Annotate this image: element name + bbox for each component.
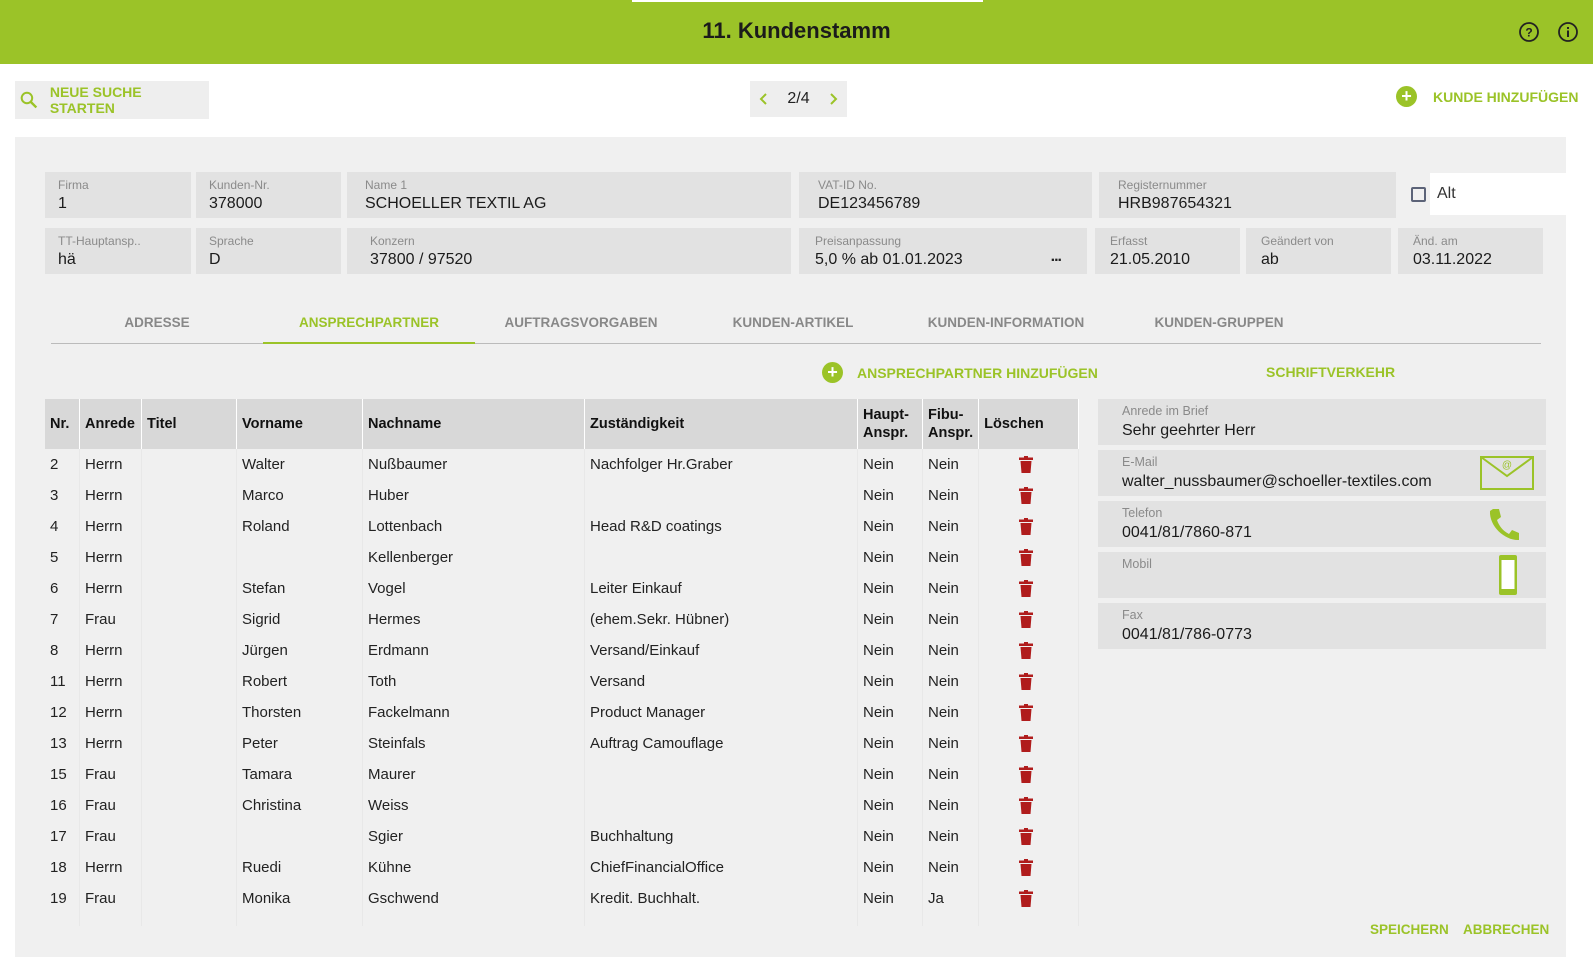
save-button[interactable]: SPEICHERN	[1370, 922, 1449, 937]
col-nachname[interactable]: Nachname	[363, 399, 585, 449]
table-cell: Nein	[923, 449, 979, 480]
table-cell	[142, 790, 237, 821]
table-cell: Tamara	[237, 759, 363, 790]
table-row[interactable]	[45, 542, 1079, 573]
table-cell: ChiefFinancialOffice	[585, 852, 858, 883]
table-cell: Nein	[923, 759, 979, 790]
table-cell: Nachfolger Hr.Graber	[585, 449, 858, 480]
trash-icon[interactable]	[1019, 859, 1033, 876]
svg-text:?: ?	[1525, 25, 1533, 40]
col-nr[interactable]: Nr.	[45, 399, 80, 449]
alt-label: Alt	[1437, 185, 1456, 202]
table-cell	[142, 697, 237, 728]
table-cell: Nein	[858, 511, 923, 542]
table-row[interactable]	[45, 635, 1079, 666]
table-cell: Peter	[237, 728, 363, 759]
tab-kunden-artikel[interactable]: KUNDEN-ARTIKEL	[687, 306, 899, 344]
cancel-button[interactable]: ABBRECHEN	[1463, 922, 1550, 937]
kunden-nr-value: 378000	[209, 195, 263, 212]
delete-cell	[979, 666, 1079, 697]
anrede-brief-value: Sehr geehrter Herr	[1122, 422, 1256, 439]
aend-am-value: 03.11.2022	[1413, 251, 1492, 268]
table-cell: Nein	[923, 635, 979, 666]
svg-text:@: @	[1501, 460, 1513, 471]
col-zustaendigkeit[interactable]: Zuständigkeit	[585, 399, 858, 449]
contacts-table-body	[45, 449, 1079, 926]
col-haupt-anspr[interactable]: Haupt- Anspr.	[858, 399, 923, 449]
table-cell	[142, 883, 237, 914]
table-cell: 2	[45, 449, 80, 480]
table-cell: Ruedi	[237, 852, 363, 883]
table-row[interactable]	[45, 883, 1079, 914]
table-row[interactable]	[45, 604, 1079, 635]
table-cell: Roland	[237, 511, 363, 542]
table-cell	[363, 914, 585, 926]
table-cell: Fackelmann	[363, 697, 585, 728]
aend-am-field[interactable]	[1398, 228, 1543, 274]
table-cell: Maurer	[363, 759, 585, 790]
firma-label: Firma	[58, 178, 89, 192]
table-cell: Kühne	[363, 852, 585, 883]
table-cell	[142, 511, 237, 542]
table-cell: Vogel	[363, 573, 585, 604]
table-cell	[142, 604, 237, 635]
table-cell: Nußbaumer	[363, 449, 585, 480]
table-cell: Head R&D coatings	[585, 511, 858, 542]
table-cell: Frau	[80, 790, 142, 821]
tab-adresse[interactable]: ADRESSE	[51, 306, 263, 344]
table-cell: Nein	[923, 511, 979, 542]
geaendert-von-value: ab	[1261, 251, 1279, 268]
table-cell	[585, 790, 858, 821]
new-search-label: NEUE SUCHE STARTEN	[49, 84, 142, 116]
table-cell: Versand	[585, 666, 858, 697]
table-cell: 5	[45, 542, 80, 573]
table-cell	[237, 914, 363, 926]
table-cell: Lottenbach	[363, 511, 585, 542]
konzern-field[interactable]	[347, 228, 791, 274]
table-cell	[80, 914, 142, 926]
table-cell: 17	[45, 821, 80, 852]
table-cell: Ja	[923, 883, 979, 914]
table-cell	[142, 542, 237, 573]
table-cell	[585, 914, 858, 926]
delete-cell	[979, 635, 1079, 666]
table-cell: Buchhaltung	[585, 821, 858, 852]
table-cell: Nein	[858, 759, 923, 790]
telefon-label: Telefon	[1122, 506, 1163, 520]
phone-icon[interactable]	[1486, 507, 1520, 543]
plus-circle-icon: +	[1396, 86, 1417, 107]
trash-icon[interactable]	[1019, 518, 1033, 535]
sprache-label: Sprache	[209, 234, 254, 248]
table-cell: Nein	[923, 666, 979, 697]
table-cell: Sigrid	[237, 604, 363, 635]
table-cell: Sgier	[363, 821, 585, 852]
info-icon[interactable]	[1558, 22, 1578, 42]
kunden-nr-field[interactable]	[196, 172, 341, 218]
table-cell: Kredit. Buchhalt.	[585, 883, 858, 914]
table-row[interactable]	[45, 511, 1079, 542]
table-cell	[142, 573, 237, 604]
table-cell: Herrn	[80, 480, 142, 511]
table-cell	[585, 480, 858, 511]
mobile-phone-icon[interactable]	[1498, 554, 1518, 596]
sprache-field[interactable]	[196, 228, 341, 274]
tab-kunden-gruppen[interactable]: KUNDEN-GRUPPEN	[1113, 306, 1325, 344]
delete-cell	[979, 480, 1079, 511]
table-cell: Herrn	[80, 542, 142, 573]
delete-cell	[979, 511, 1079, 542]
email-field[interactable]	[1098, 450, 1546, 496]
table-row[interactable]	[45, 666, 1079, 697]
registernummer-label: Registernummer	[1118, 178, 1207, 192]
table-cell: Nein	[858, 480, 923, 511]
tt-hauptansp-value: hä	[58, 251, 76, 268]
trash-icon[interactable]	[1019, 549, 1033, 566]
table-row[interactable]	[45, 449, 1079, 480]
table-cell: Nein	[923, 604, 979, 635]
table-cell	[142, 635, 237, 666]
table-cell: 4	[45, 511, 80, 542]
table-cell	[142, 666, 237, 697]
telefon-value: 0041/81/7860-871	[1122, 524, 1252, 541]
alt-checkbox-container[interactable]	[1430, 173, 1566, 215]
table-cell: Nein	[858, 852, 923, 883]
delete-cell	[979, 759, 1079, 790]
delete-cell	[979, 790, 1079, 821]
trash-icon[interactable]	[1019, 456, 1033, 473]
table-cell: Herrn	[80, 728, 142, 759]
tab-ansprechpartner[interactable]: ANSPRECHPARTNER	[263, 306, 475, 344]
table-cell	[142, 759, 237, 790]
table-cell: Weiss	[363, 790, 585, 821]
table-cell	[142, 821, 237, 852]
table-cell: Nein	[858, 542, 923, 573]
table-cell: Nein	[858, 666, 923, 697]
delete-cell	[979, 604, 1079, 635]
table-cell	[142, 449, 237, 480]
page-title: 11. Kundenstamm	[702, 18, 891, 43]
konzern-value: 37800 / 97520	[370, 251, 473, 268]
delete-cell	[979, 542, 1079, 573]
konzern-label: Konzern	[370, 234, 415, 248]
envelope-icon[interactable]	[1480, 456, 1534, 490]
trash-icon[interactable]	[1019, 487, 1033, 504]
table-cell: Product Manager	[585, 697, 858, 728]
table-row-empty	[45, 914, 1079, 926]
vat-id-field[interactable]	[799, 172, 1092, 218]
registernummer-value: HRB987654321	[1118, 195, 1232, 212]
anrede-brief-label: Anrede im Brief	[1122, 404, 1209, 418]
table-cell: Nein	[858, 604, 923, 635]
table-cell	[237, 542, 363, 573]
table-cell: Auftrag Camouflage	[585, 728, 858, 759]
table-cell: Nein	[923, 852, 979, 883]
trash-icon[interactable]	[1019, 735, 1033, 752]
tab-auftragsvorgaben[interactable]: AUFTRAGSVORGABEN	[475, 306, 687, 344]
preisanpassung-field[interactable]	[799, 228, 1087, 274]
table-cell: 15	[45, 759, 80, 790]
table-cell: Kellenberger	[363, 542, 585, 573]
table-cell: 13	[45, 728, 80, 759]
telefon-field[interactable]	[1098, 501, 1546, 547]
table-cell: Nein	[923, 542, 979, 573]
search-icon	[20, 91, 38, 109]
table-cell: Marco	[237, 480, 363, 511]
table-cell: Nein	[923, 821, 979, 852]
table-cell: Herrn	[80, 573, 142, 604]
erfasst-value: 21.05.2010	[1110, 251, 1191, 268]
aend-am-label: Änd. am	[1413, 234, 1458, 248]
vat-id-label: VAT-ID No.	[818, 178, 877, 192]
table-cell	[585, 759, 858, 790]
kunden-nr-label: Kunden-Nr.	[209, 178, 270, 192]
mobil-label: Mobil	[1122, 557, 1152, 571]
table-cell: 6	[45, 573, 80, 604]
table-row[interactable]	[45, 728, 1079, 759]
trash-icon[interactable]	[1019, 704, 1033, 721]
record-pager	[750, 81, 847, 117]
table-row[interactable]	[45, 852, 1079, 883]
table-cell: (ehem.Sekr. Hübner)	[585, 604, 858, 635]
help-icon[interactable]	[1519, 22, 1539, 42]
table-cell: Nein	[923, 728, 979, 759]
col-loeschen[interactable]: Löschen	[979, 399, 1079, 449]
table-cell: Herrn	[80, 697, 142, 728]
alt-checkbox[interactable]	[1411, 187, 1426, 202]
tt-hauptansp-label: TT-Hauptansp..	[58, 234, 141, 248]
mobil-field[interactable]	[1098, 552, 1546, 598]
tt-hauptansp-field[interactable]	[45, 228, 191, 274]
table-header-row	[45, 399, 1079, 449]
add-contact-label: ANSPRECHPARTNER HINZUFÜGEN	[857, 364, 1098, 381]
vat-id-value: DE123456789	[818, 195, 921, 212]
firma-value: 1	[58, 195, 67, 212]
trash-icon[interactable]	[1019, 673, 1033, 690]
fax-value: 0041/81/786-0773	[1122, 626, 1252, 643]
erfasst-field[interactable]	[1095, 228, 1240, 274]
delete-cell	[979, 728, 1079, 759]
delete-cell	[979, 697, 1079, 728]
table-cell: Jürgen	[237, 635, 363, 666]
table-cell: Herrn	[80, 511, 142, 542]
trash-icon[interactable]	[1019, 642, 1033, 659]
table-cell: Frau	[80, 604, 142, 635]
trash-icon[interactable]	[1019, 828, 1033, 845]
fax-label: Fax	[1122, 608, 1143, 622]
table-cell: Herrn	[80, 666, 142, 697]
table-cell: Nein	[858, 883, 923, 914]
table-cell: Frau	[80, 883, 142, 914]
table-cell: Frau	[80, 759, 142, 790]
table-cell	[142, 480, 237, 511]
chevron-left-icon[interactable]	[758, 92, 770, 106]
preisanpassung-value: 5,0 % ab 01.01.2023	[815, 251, 963, 268]
name1-label: Name 1	[365, 178, 408, 192]
table-cell: Christina	[237, 790, 363, 821]
table-cell: Stefan	[237, 573, 363, 604]
more-options-icon[interactable]: ...	[1050, 248, 1061, 265]
table-cell: 3	[45, 480, 80, 511]
col-fibu-anspr[interactable]: Fibu- Anspr.	[923, 399, 979, 449]
table-cell: 18	[45, 852, 80, 883]
table-cell: Nein	[858, 697, 923, 728]
table-cell: Herrn	[80, 852, 142, 883]
table-cell: Leiter Einkauf	[585, 573, 858, 604]
table-row[interactable]	[45, 821, 1079, 852]
col-vorname[interactable]: Vorname	[237, 399, 363, 449]
table-cell: Nein	[858, 728, 923, 759]
table-cell: Nein	[923, 480, 979, 511]
sprache-value: D	[209, 251, 221, 268]
table-cell: 19	[45, 883, 80, 914]
table-cell: Hermes	[363, 604, 585, 635]
preisanpassung-label: Preisanpassung	[815, 234, 902, 248]
plus-circle-icon: +	[822, 362, 843, 383]
trash-icon[interactable]	[1019, 766, 1033, 783]
table-cell: 16	[45, 790, 80, 821]
pager-position: 2/4	[787, 90, 810, 107]
table-cell: Huber	[363, 480, 585, 511]
add-contact-button[interactable]	[822, 362, 1098, 383]
table-cell: 12	[45, 697, 80, 728]
delete-cell	[979, 573, 1079, 604]
table-cell: Robert	[237, 666, 363, 697]
delete-cell	[979, 852, 1079, 883]
table-row[interactable]	[45, 573, 1079, 604]
table-row[interactable]	[45, 790, 1079, 821]
table-cell: Nein	[858, 821, 923, 852]
col-titel[interactable]: Titel	[142, 399, 237, 449]
table-cell	[979, 914, 1079, 926]
table-cell	[858, 914, 923, 926]
table-cell: Nein	[858, 573, 923, 604]
table-cell	[142, 728, 237, 759]
table-cell: 7	[45, 604, 80, 635]
tab-kunden-information[interactable]: KUNDEN-INFORMATION	[899, 306, 1113, 344]
anrede-brief-field[interactable]	[1098, 399, 1546, 445]
table-row[interactable]	[45, 759, 1079, 790]
chevron-right-icon[interactable]	[827, 92, 839, 106]
tab-bar	[51, 306, 1541, 344]
table-cell: Nein	[858, 790, 923, 821]
new-search-button[interactable]	[15, 81, 209, 119]
table-cell: Nein	[923, 790, 979, 821]
firma-field[interactable]	[45, 172, 191, 218]
table-cell: Erdmann	[363, 635, 585, 666]
table-cell: Gschwend	[363, 883, 585, 914]
email-value: walter_nussbaumer@schoeller-textiles.com	[1122, 473, 1432, 490]
contacts-table	[45, 399, 1079, 926]
table-cell: Toth	[363, 666, 585, 697]
erfasst-label: Erfasst	[1110, 234, 1148, 248]
table-cell: Steinfals	[363, 728, 585, 759]
table-cell	[45, 914, 80, 926]
tab-empty-slot	[1325, 306, 1541, 344]
table-cell: 11	[45, 666, 80, 697]
table-cell: Thorsten	[237, 697, 363, 728]
table-cell	[585, 542, 858, 573]
schriftverkehr-heading: SCHRIFTVERKEHR	[1266, 364, 1396, 380]
trash-icon[interactable]	[1019, 580, 1033, 597]
table-cell: Herrn	[80, 449, 142, 480]
table-cell: Herrn	[80, 635, 142, 666]
email-label: E-Mail	[1122, 455, 1158, 469]
name1-value: SCHOELLER TEXTIL AG	[365, 195, 547, 212]
delete-cell	[979, 821, 1079, 852]
table-cell: Nein	[858, 635, 923, 666]
geaendert-von-field[interactable]	[1246, 228, 1391, 274]
table-cell	[237, 821, 363, 852]
fax-field[interactable]	[1098, 603, 1546, 649]
add-customer-button[interactable]	[1396, 86, 1578, 107]
table-row[interactable]	[45, 697, 1079, 728]
table-cell	[142, 914, 237, 926]
geaendert-von-label: Geändert von	[1261, 234, 1334, 248]
table-row[interactable]	[45, 480, 1079, 511]
header-tab-indicator	[632, 0, 983, 2]
trash-icon[interactable]	[1019, 611, 1033, 628]
delete-cell	[979, 883, 1079, 914]
table-cell: Frau	[80, 821, 142, 852]
table-cell: Nein	[923, 697, 979, 728]
delete-cell	[979, 449, 1079, 480]
trash-icon[interactable]	[1019, 797, 1033, 814]
table-cell: Nein	[858, 449, 923, 480]
table-cell: Versand/Einkauf	[585, 635, 858, 666]
table-cell: Walter	[237, 449, 363, 480]
name1-field[interactable]	[347, 172, 791, 218]
col-anrede[interactable]: Anrede	[80, 399, 142, 449]
table-cell: Nein	[923, 573, 979, 604]
table-cell: 8	[45, 635, 80, 666]
registernummer-field[interactable]	[1099, 172, 1396, 218]
trash-icon[interactable]	[1019, 890, 1033, 907]
table-cell	[923, 914, 979, 926]
table-cell	[142, 852, 237, 883]
table-cell: Monika	[237, 883, 363, 914]
add-customer-label: KUNDE HINZUFÜGEN	[1433, 88, 1579, 105]
app-header	[0, 0, 1593, 64]
